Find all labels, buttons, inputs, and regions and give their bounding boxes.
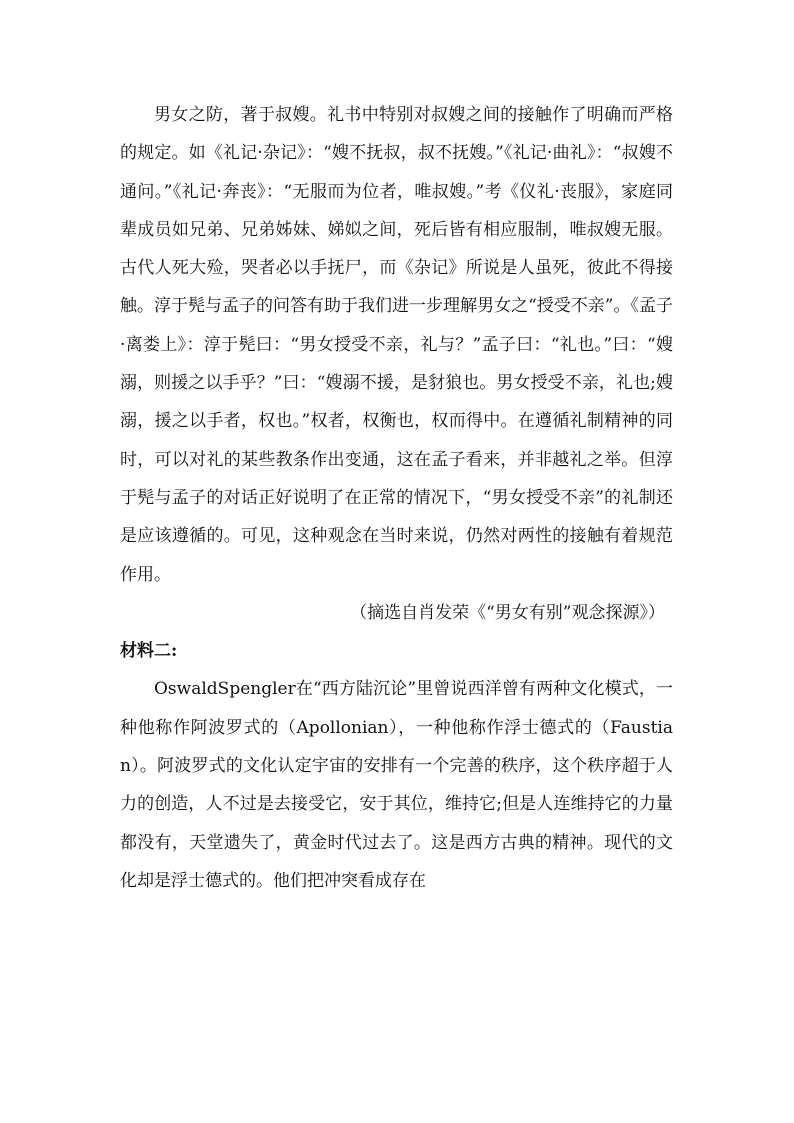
material-two-heading: 材料二: (120, 641, 178, 662)
document-page (120, 96, 673, 900)
source-citation: （摘选自肖发荣《“男女有别”观念探源》） (350, 602, 665, 623)
paragraph-1: 男女之防，著于叔嫂。礼书中特别对叔嫂之间的接触作了明确而严格的规定。如《礼记·杂记》：“嫂不抚叔，叔不抚嫂。”《礼记·曲礼》：“叔嫂不通问。”《礼记·奔丧》：“无服而为位者，唯叔嫂。”考《仪礼·丧服》，家庭同辈成员如兄弟、兄弟姊妹、娣姒之间，死后皆有相应服制，唯叔嫂无服。古代人死大殓，哭者必以手抚尸，而《杂记》所说是人虽死，彼此不得接触。淳于髡与孟子的问答有助于我们进一步理解男女之“授受不亲”。《孟子·离娄上》：淳于髡曰：“男女授受不亲，礼与？”孟子曰：“礼也。”曰：“嫂溺，则援之以手乎？”曰：“嫂溺不援，是豺狼也。男女授受不亲，礼也;嫂溺，援之以手者，权也。”权者，权衡也，权而得中。在遵循礼制精神的同时，可以对礼的某些教条作出变通，这在孟子看来，并非越礼之举。但淳于髡与孟子的对话正好说明了在正常的情况下，“男女授受不亲”的礼制还是应该遵循的。可见，这种观念在当时来说，仍然对两性的接触有着规范作用。 (120, 105, 673, 585)
paragraph-2: OswaldSpengler在“西方陆沉论”里曾说西洋曾有两种文化模式，一种他称作阿波罗式的（Apollonian），一种他称作浮士德式的（Faustian）。阿波罗式的文化认定宇宙的安排有一个完善的秩序，这个秩序超于人力的创造，人不过是去接受它，安于其位，维持它;但是人连维持它的力量都没有，天堂遗失了，黄金时代过去了。这是西方古典的精神。现代的文化却是浮士德式的。他们把冲突看成存在 (120, 679, 673, 891)
